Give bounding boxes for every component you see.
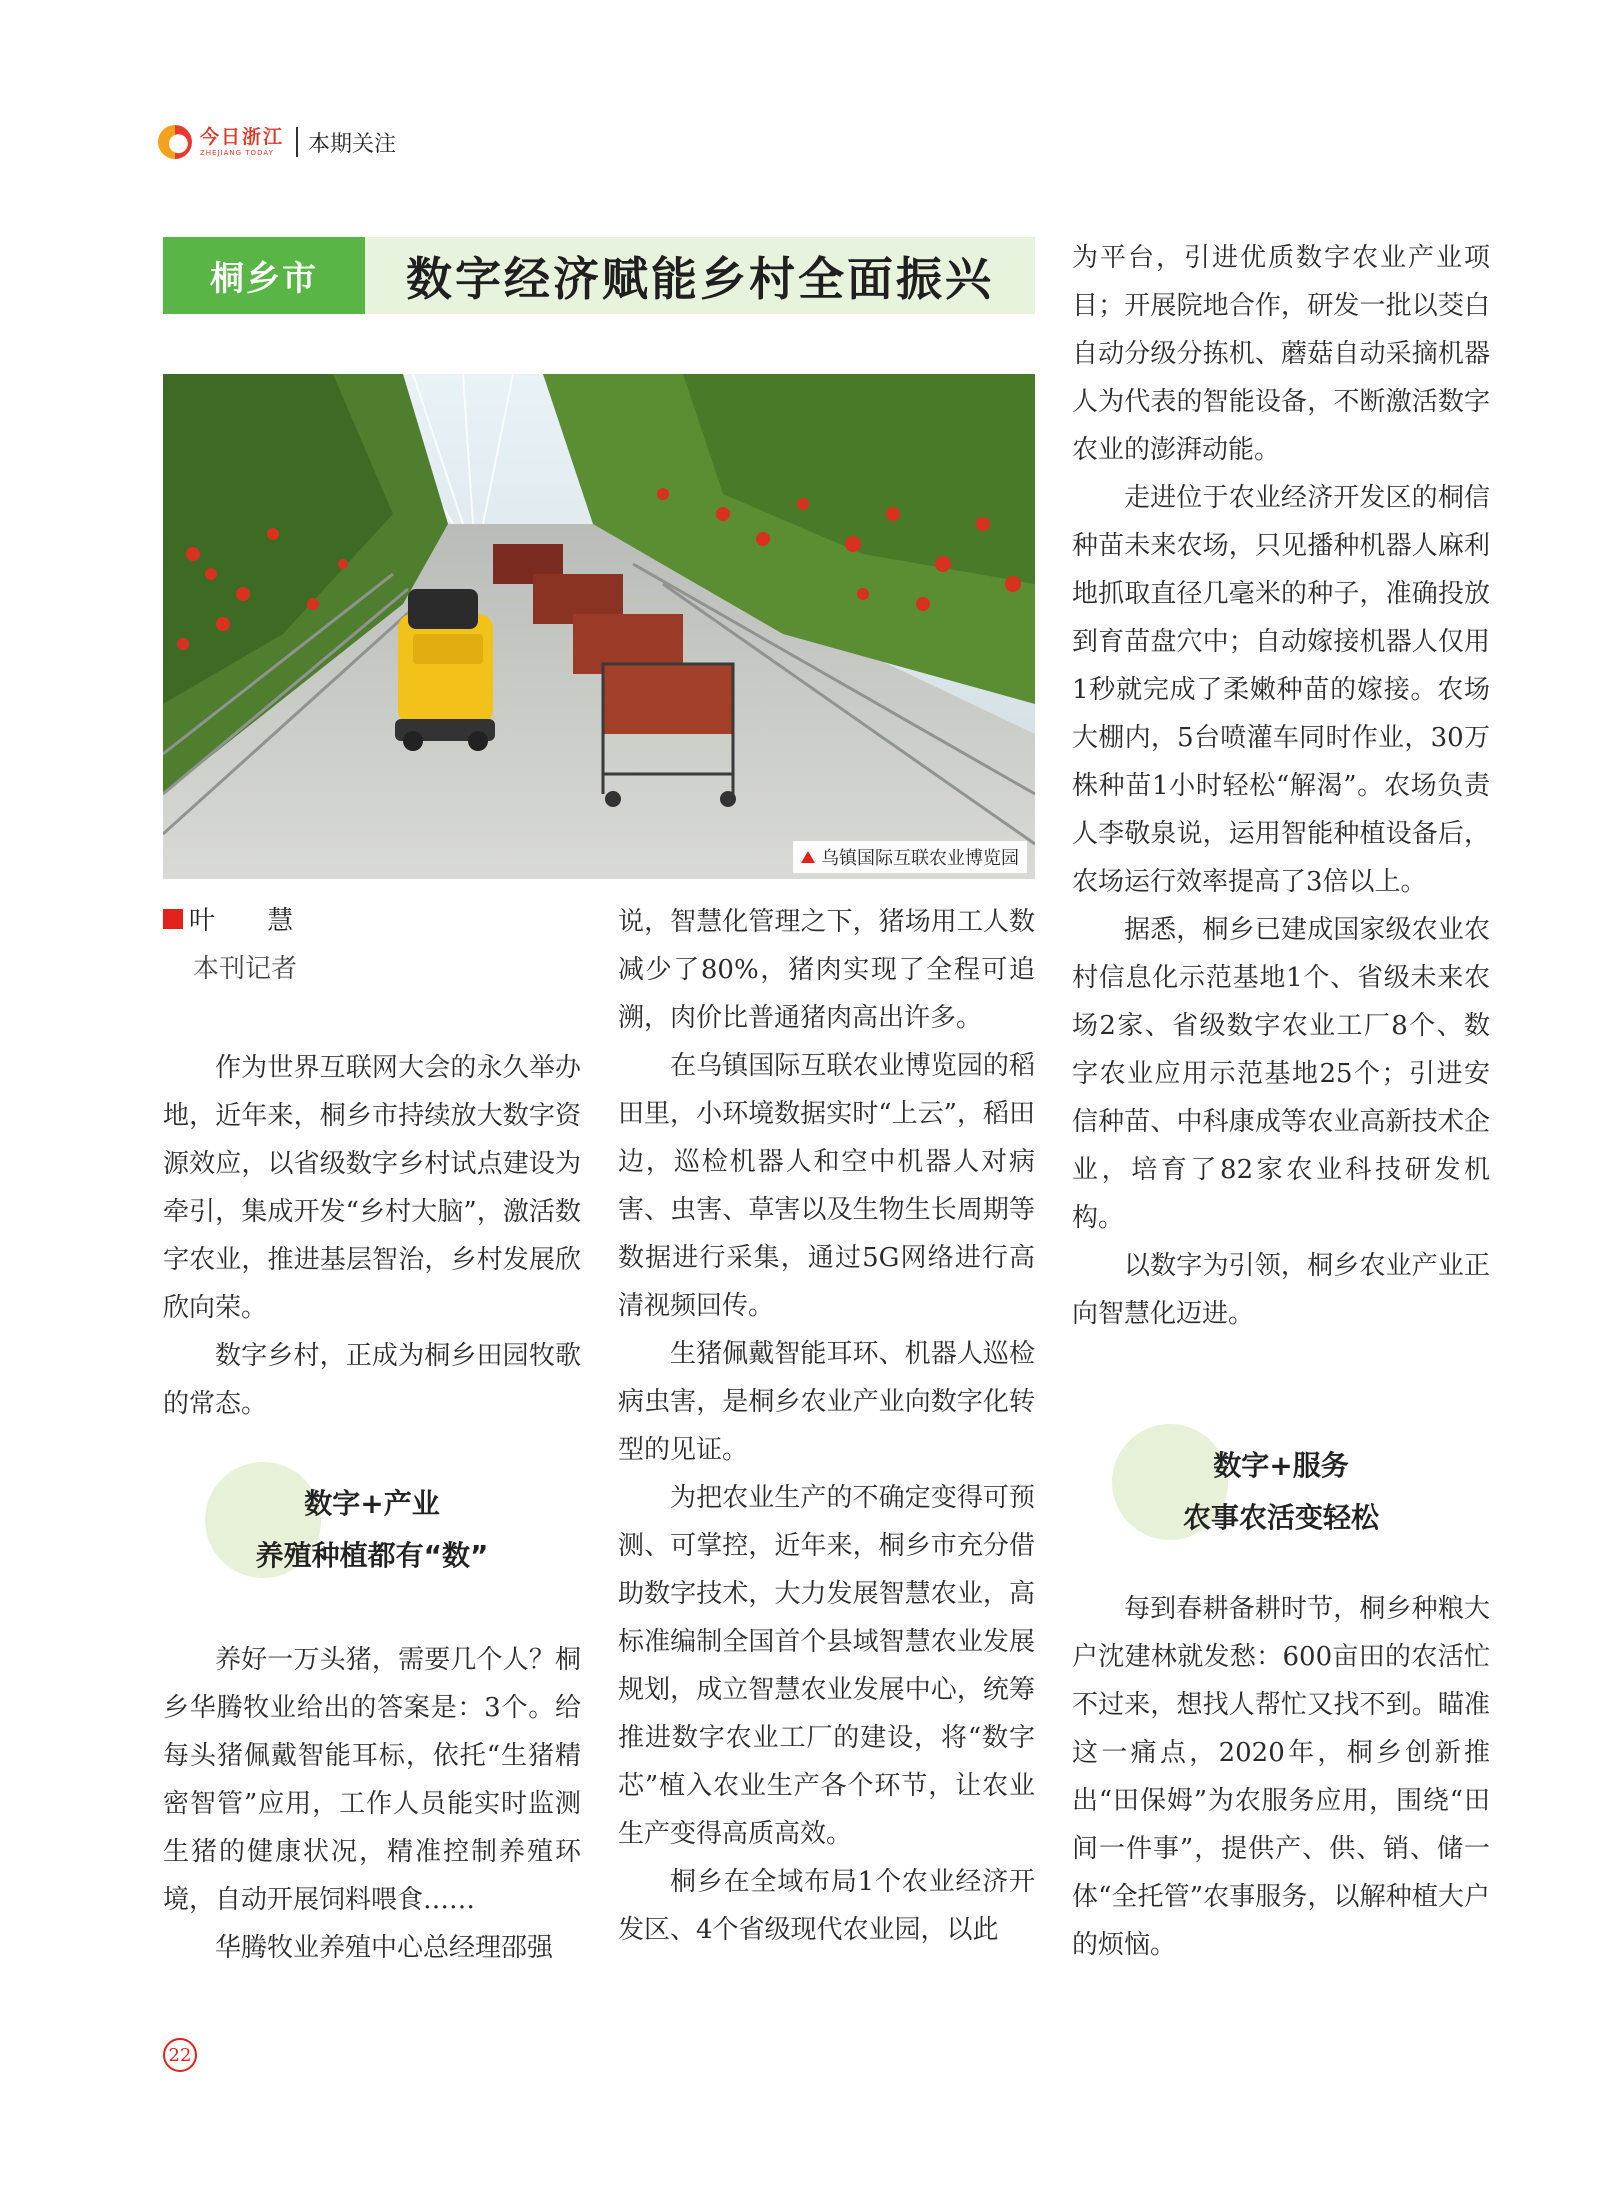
title-banner: [163, 237, 1035, 314]
magazine-logo-icon: [158, 125, 192, 159]
column-1-continued: [163, 1636, 581, 1972]
paragraph: 养好一万头猪，需要几个人？桐乡华腾牧业给出的答案是：3个。给每头猪佩戴智能耳标，依托“生猪精密智管”应用，工作人员能实时监测生猪的健康状况，精准控制养殖环境，自动开展饲料喂食……: [163, 1645, 581, 1915]
paragraph: 据悉，桐乡已建成国家级农业农村信息化示范基地1个、省级未来农场2家、省级数字农业工厂8个、数字农业应用示范基地25个；引进安信种苗、中科康成等农业高新技术企业，培育了82家农业科技研发机构。: [1072, 915, 1490, 1233]
column-1: [163, 1044, 581, 1428]
logo-chinese: 今日浙江: [200, 125, 285, 148]
paragraph: 为把农业生产的不确定变得可预测、可掌控，近年来，桐乡市充分借助数字技术，大力发展智慧农业，高标准编制全国首个县域智慧农业发展规划，成立智慧农业发展中心，统筹推进数字农业工厂的建设，将“数字芯”植入农业生产各个环节，让农业生产变得高质高效。: [618, 1483, 1035, 1849]
paragraph: 华腾牧业养殖中心总经理邵强: [215, 1933, 554, 1963]
column-2: [618, 898, 1035, 1954]
subheading-line1: 数字+产业: [304, 1487, 440, 1520]
column-3: [1072, 234, 1490, 1338]
subheading-service: [1072, 1424, 1490, 1554]
greenhouse-illustration: [163, 374, 1035, 879]
paragraph: 说，智慧化管理之下，猪场用工人数减少了80%，猪肉实现了全程可追溯，肉价比普通猪肉高出许多。: [618, 907, 1035, 1033]
paragraph: 作为世界互联网大会的永久举办地，近年来，桐乡市持续放大数字资源效应，以省级数字乡村试点建设为牵引，集成开发“乡村大脑”，激活数字农业，推进基层智治，乡村发展欣欣向荣。: [163, 1053, 581, 1323]
subheading-line2: 农事农活变轻松: [1182, 1501, 1379, 1534]
header-divider: [296, 127, 298, 157]
author-byline: [163, 900, 315, 937]
paragraph: 数字乡村，正成为桐乡田园牧歌的常态。: [163, 1341, 581, 1419]
author-name: 叶 慧: [189, 906, 316, 936]
city-tag: 桐乡市: [163, 237, 365, 314]
paragraph: 每到春耕备耕时节，桐乡种粮大户沈建林就发愁：600亩田的农活忙不过来，想找人帮忙又找不到。瞄准这一痛点，2020年，桐乡创新推出“田保姆”为农服务应用，围绕“田间一件事”，提供产、供、销、储一体“全托管”农事服务，以解种植大户的烦恼。: [1072, 1594, 1490, 1960]
paragraph: 桐乡在全域布局1个农业经济开发区、4个省级现代农业园，以此: [618, 1867, 1035, 1945]
masthead: [158, 120, 396, 164]
subheading-line1: 数字+服务: [1213, 1449, 1349, 1482]
article-title: 数字经济赋能乡村全面振兴: [406, 251, 994, 306]
subheading-industry: [163, 1462, 581, 1592]
paragraph: 走进位于农业经济开发区的桐信种苗未来农场，只见播种机器人麻利地抓取直径几毫米的种子，准确投放到育苗盘穴中；自动嫁接机器人仅用1秒就完成了柔嫩种苗的嫁接。农场大棚内，5台喷灌车同时作业，30万株种苗1小时轻松“解渴”。农场负责人李敬泉说，运用智能种植设备后，农场运行效率提高了3倍以上。: [1072, 483, 1490, 897]
greenhouse-photo: [163, 374, 1035, 879]
caption-text: 乌镇国际互联农业博览园: [821, 848, 1019, 869]
paragraph: 在乌镇国际互联农业博览园的稻田里，小环境数据实时“上云”，稻田边，巡检机器人和空中机器人对病害、虫害、草害以及生物生长周期等数据进行采集，通过5G网络进行高清视频回传。: [618, 1051, 1035, 1321]
caption-triangle-icon: [801, 851, 815, 863]
column-3-continued: [1072, 1585, 1490, 1969]
paragraph: 为平台，引进优质数字农业产业项目；开展院地合作，研发一批以茭白自动分级分拣机、蘑菇自动采摘机器人为代表的智能设备，不断激活数字农业的澎湃动能。: [1072, 243, 1490, 465]
red-square-icon: [163, 909, 183, 929]
page-number: 22: [163, 2038, 197, 2072]
paragraph: 生猪佩戴智能耳环、机器人巡检病虫害，是桐乡农业产业向数字化转型的见证。: [618, 1339, 1035, 1465]
logo-english: ZHEJIANG TODAY: [200, 148, 274, 157]
section-name: 本期关注: [308, 131, 397, 157]
author-role: 本刊记者: [193, 954, 298, 984]
subheading-line2: 养殖种植都有“数”: [255, 1539, 489, 1572]
paragraph: 以数字为引领，桐乡农业产业正向智慧化迈进。: [1072, 1251, 1490, 1329]
magazine-logo: [200, 125, 285, 157]
photo-caption: [793, 841, 1027, 873]
